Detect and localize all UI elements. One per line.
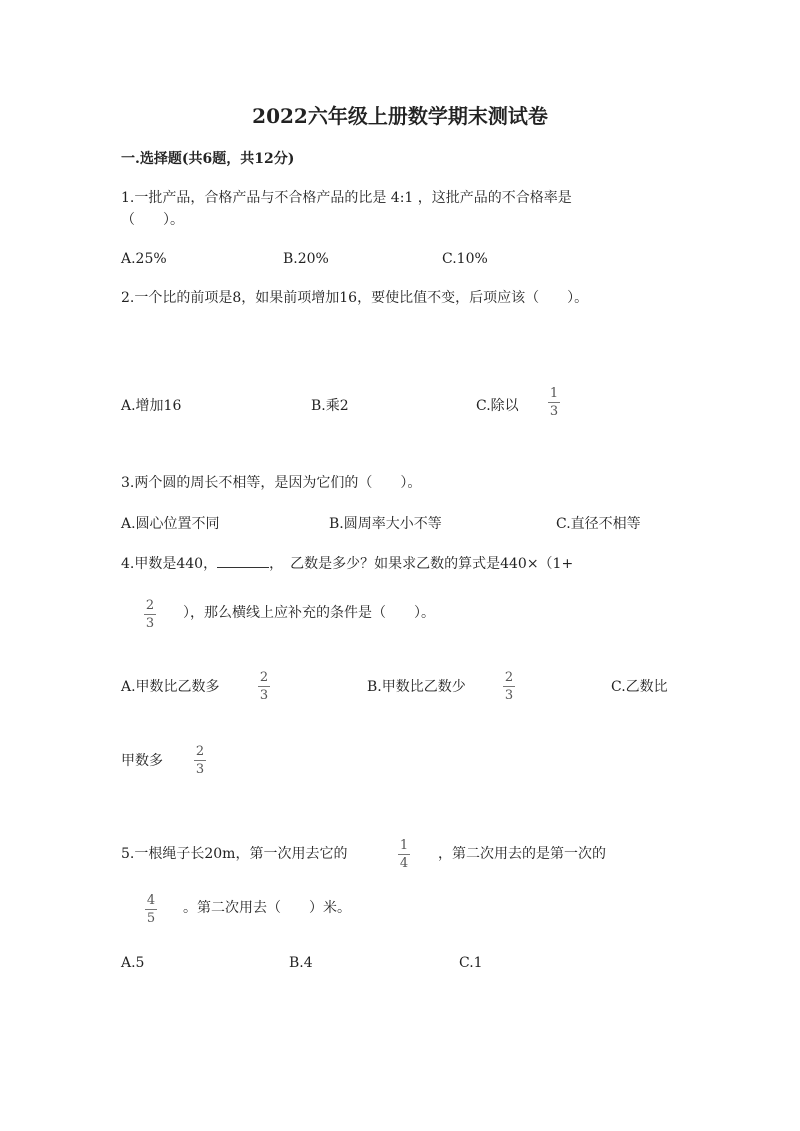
question-3-option-c[interactable]: C.直径不相等	[556, 516, 641, 532]
question-3-option-b[interactable]: B.圆周率大小不等	[329, 516, 442, 532]
fraction-numerator: 1	[399, 838, 409, 853]
question-5-line-2: 。第二次用去（ ）米。	[183, 900, 351, 916]
question-4-option-b[interactable]: B.甲数比乙数少	[367, 679, 466, 695]
question-1-text: 1.一批产品，合格产品与不合格产品的比是 4:1 ，这批产品的不合格率是	[121, 190, 572, 206]
fraction-numerator: 1	[549, 386, 559, 401]
fraction-bar	[398, 854, 410, 855]
fraction-numerator: 2	[504, 670, 514, 685]
question-5-option-a[interactable]: A.5	[121, 955, 145, 971]
question-4-line-2: ），那么横线上应补充的条件是（ ）。	[183, 605, 435, 621]
question-2-text: 2.一个比的前项是8，如果前项增加16，要使比值不变，后项应该（ ）。	[121, 290, 589, 306]
question-5-option-c[interactable]: C.1	[459, 955, 483, 971]
question-3-option-a[interactable]: A.圆心位置不同	[121, 516, 220, 532]
question-3-text: 3.两个圆的周长不相等，是因为它们的（ ）。	[121, 475, 422, 491]
question-5-fraction-2	[145, 893, 157, 926]
question-1-option-a[interactable]: A.25%	[121, 251, 167, 267]
fraction-bar	[194, 760, 206, 761]
fraction-bar	[145, 909, 157, 910]
fraction-denominator: 3	[195, 762, 205, 777]
fraction-bar	[503, 686, 515, 687]
question-4-option-c[interactable]: C.乙数比	[611, 679, 668, 695]
question-4-option-b-fraction	[503, 670, 515, 703]
question-4-option-c-cont[interactable]: 甲数多	[121, 753, 163, 769]
question-4-option-c-fraction	[194, 744, 206, 777]
question-4-option-a-fraction	[258, 670, 270, 703]
question-5-fraction-1	[398, 838, 410, 871]
fraction-numerator: 2	[145, 598, 155, 613]
question-5-text-a: 5.一根绳子长20m，第一次用去它的	[121, 846, 348, 862]
fraction-numerator: 4	[146, 893, 156, 908]
question-5-text-b: ，第二次用去的是第一次的	[438, 846, 606, 862]
question-4-text-b: ， 乙数是多少？如果求乙数的算式是440×（1+	[269, 556, 574, 572]
question-1-text-cont: （ ）。	[121, 212, 184, 228]
fraction-numerator: 2	[195, 744, 205, 759]
fraction-bar	[144, 614, 156, 615]
question-4-line-1	[121, 553, 573, 574]
question-2-option-a[interactable]: A.增加16	[121, 398, 182, 414]
fraction-denominator: 3	[145, 616, 155, 631]
question-4-text-a: 4.甲数是440，	[121, 556, 218, 572]
fraction-denominator: 3	[259, 688, 269, 703]
fraction-denominator: 5	[146, 911, 156, 926]
question-2-option-b[interactable]: B.乘2	[311, 398, 349, 414]
section-heading-choice: 一.选择题(共6题，共12分)	[121, 151, 295, 167]
question-4-blank	[217, 553, 269, 568]
question-4-fraction	[144, 598, 156, 631]
question-1-option-b[interactable]: B.20%	[283, 251, 329, 267]
question-2-option-c-fraction	[548, 386, 560, 419]
fraction-bar	[548, 402, 560, 403]
page-title: 2022六年级上册数学期末测试卷	[252, 104, 548, 128]
fraction-denominator: 3	[549, 404, 559, 419]
question-5-option-b[interactable]: B.4	[289, 955, 313, 971]
question-1-option-c[interactable]: C.10%	[442, 251, 488, 267]
fraction-numerator: 2	[259, 670, 269, 685]
question-4-option-a[interactable]: A.甲数比乙数多	[121, 679, 220, 695]
fraction-denominator: 4	[399, 856, 409, 871]
fraction-bar	[258, 686, 270, 687]
fraction-denominator: 3	[504, 688, 514, 703]
question-2-option-c[interactable]: C.除以	[476, 398, 519, 414]
